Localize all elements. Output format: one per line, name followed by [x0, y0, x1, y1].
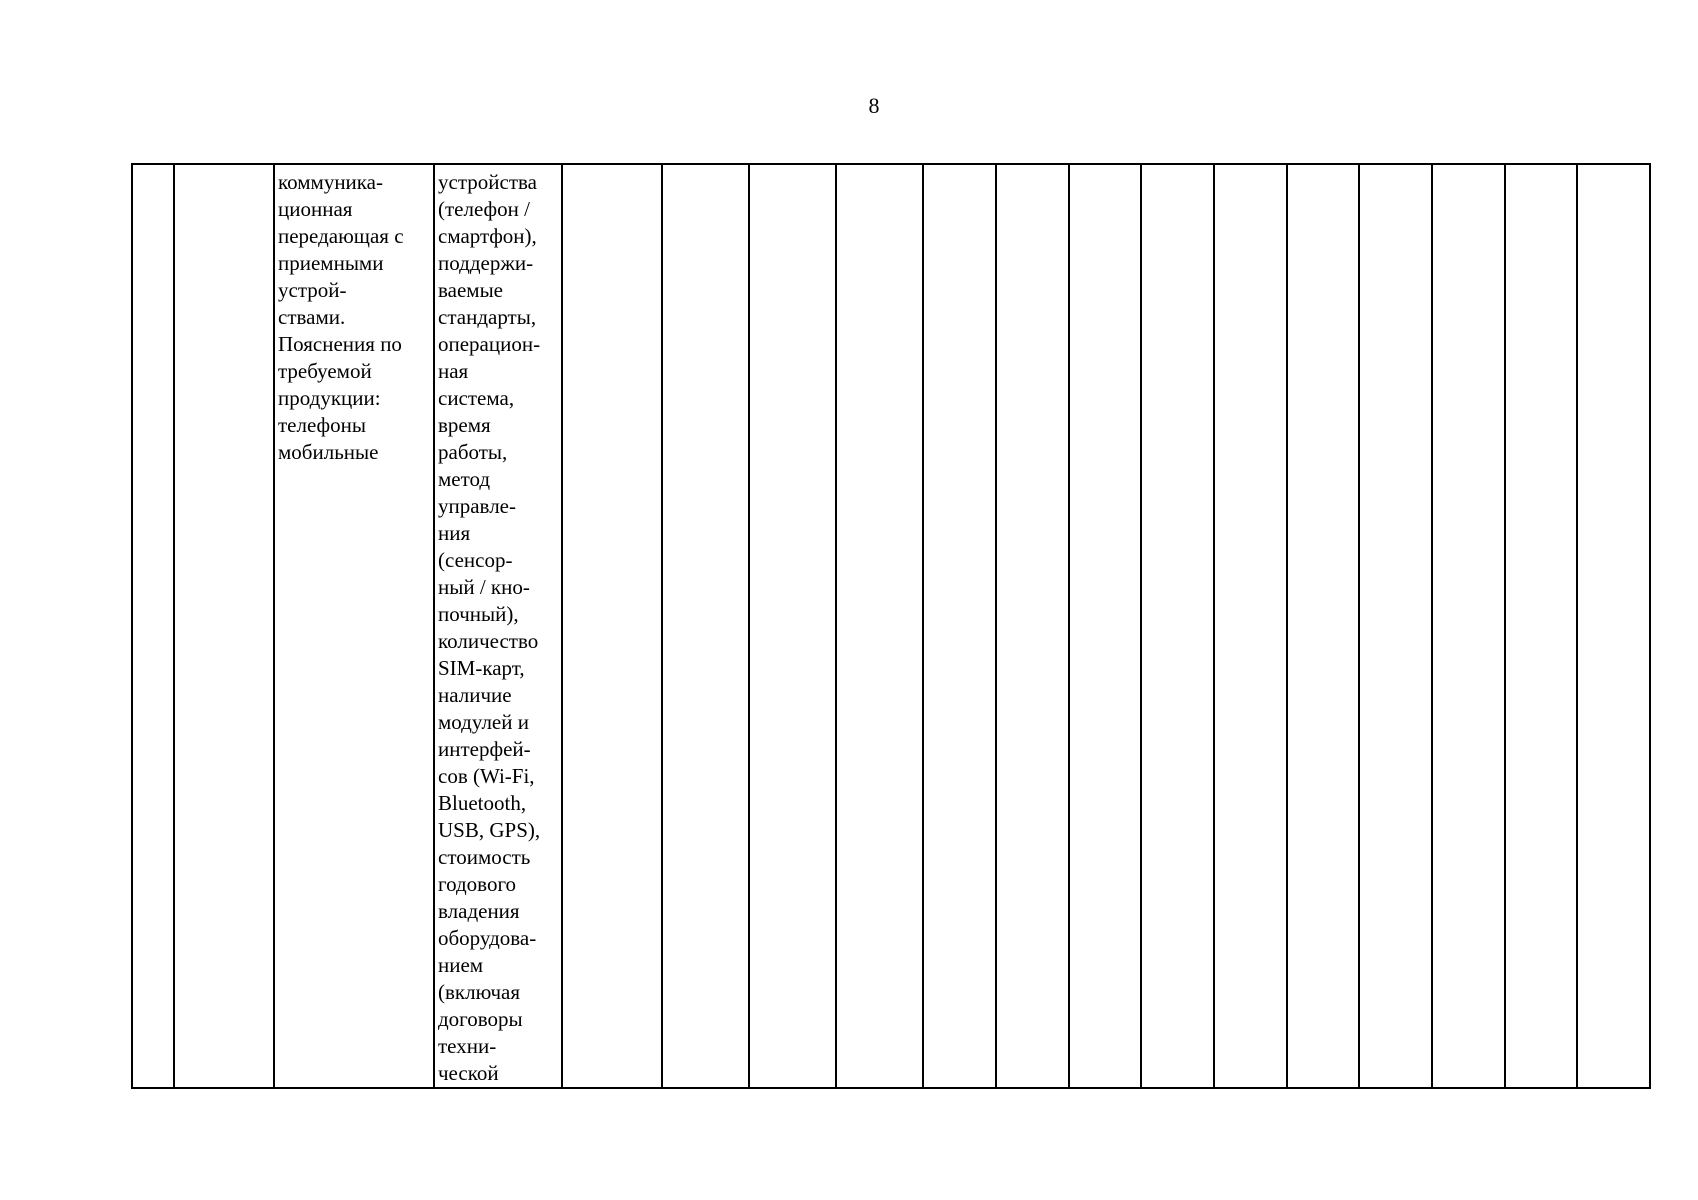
table-cell-4 [434, 164, 562, 1088]
table-cell-16 [1432, 164, 1505, 1088]
page-number: 8 [868, 93, 880, 118]
table-cell-8 [836, 164, 923, 1088]
table-cell-12 [1141, 164, 1214, 1088]
table-cell-18 [1577, 164, 1650, 1088]
table-cell-10 [996, 164, 1069, 1088]
table-cell-6 [662, 164, 749, 1088]
table-cell-14 [1287, 164, 1359, 1088]
cell-product-description: коммуника- ционная передающая с приемными устрой- ствами. Пояснения по требуемой продукции: телефоны мобильные [278, 170, 404, 464]
table-cell-2 [174, 164, 274, 1088]
table-cell-15 [1359, 164, 1432, 1088]
table-cell-5 [562, 164, 662, 1088]
table-cell-7 [749, 164, 836, 1088]
specification-table [131, 163, 1651, 1089]
table-row [132, 164, 1650, 1088]
table-cell-1 [132, 164, 174, 1088]
table-cell-9 [923, 164, 996, 1088]
table-cell-17 [1505, 164, 1577, 1088]
cell-product-characteristics: устройства (телефон / смартфон), поддержи- ваемые стандарты, операцион- ная система, время работы, метод управле- ния (сенсор- ный / кно- почный), количество SIM-карт, наличие модулей и интерфей- сов (Wi-Fi, Bluetooth, USB, GPS), стоимость годового владения оборудова- нием (включая договоры техни- ческой [438, 170, 541, 1085]
table-cell-11 [1069, 164, 1141, 1088]
table-cell-3 [274, 164, 434, 1088]
table-cell-13 [1214, 164, 1287, 1088]
